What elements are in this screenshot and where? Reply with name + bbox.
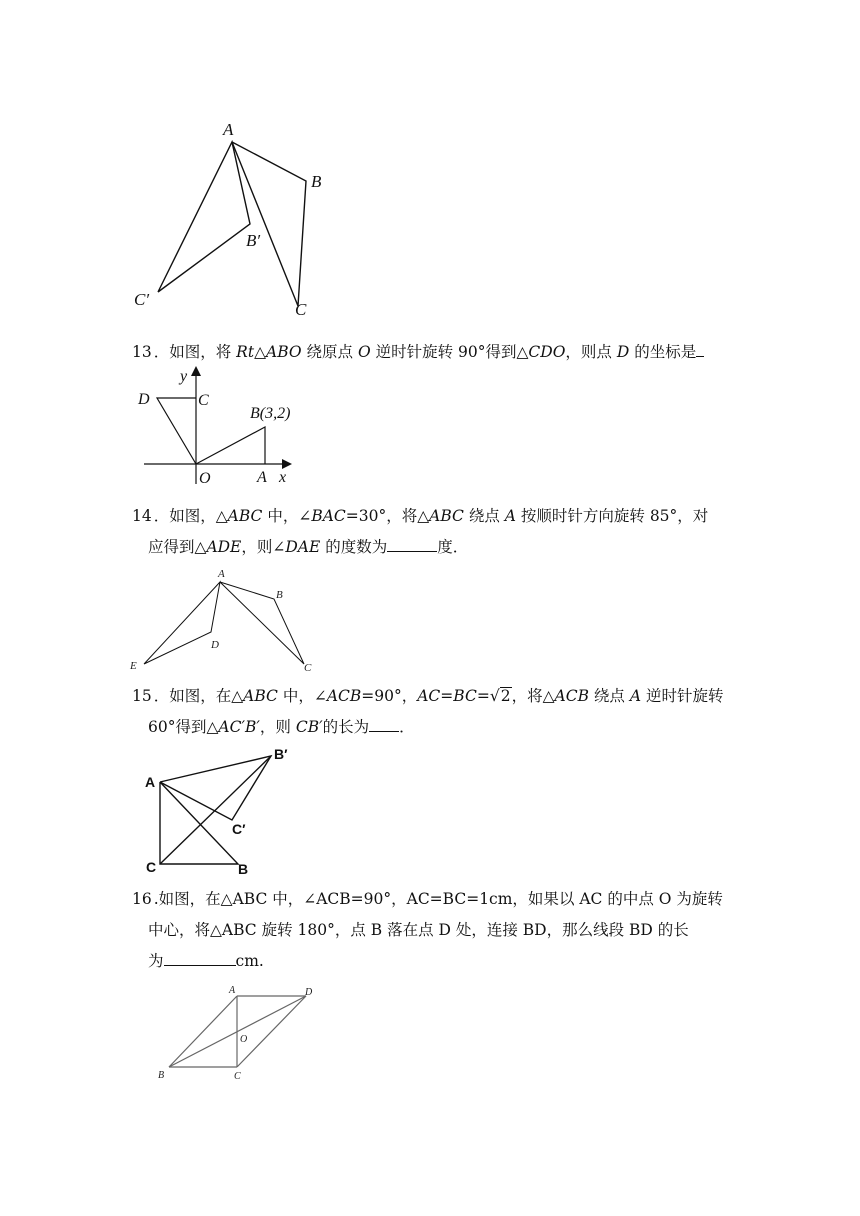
question-15 [132, 681, 732, 743]
text-italic: DAE [285, 538, 321, 556]
triangle-ade [144, 582, 220, 664]
text: ，则 [259, 718, 296, 736]
text: 60°得到△ [148, 718, 219, 736]
label-b: B [276, 589, 283, 601]
figure-parallelogram-abcd-svg [150, 982, 330, 1082]
text-italic: Rt [236, 343, 255, 361]
text: 中，∠ [277, 687, 327, 705]
triangle-ab-prime-c-prime [158, 142, 250, 292]
text-italic: ACB [554, 687, 589, 705]
question-15-line-2 [132, 712, 732, 743]
sqrt-expression [490, 681, 512, 712]
label-b-prime: B′ [246, 231, 261, 250]
figure-rotation-abc-svg [120, 110, 350, 320]
figure-coordinate-rotation-svg [130, 362, 310, 492]
text: 按顺时针方向旋转 85°，对 [515, 507, 709, 525]
text: 逆时针旋转 [641, 687, 724, 705]
text: cm. [235, 952, 264, 970]
label-b: B [158, 1070, 165, 1081]
text: ． [399, 718, 415, 736]
text: 为 [148, 952, 164, 970]
label-a: A [145, 774, 156, 790]
sqrt-radicand: 2 [500, 687, 511, 705]
text-italic: A [504, 507, 516, 525]
label-d: D [138, 391, 150, 408]
text: ，则点 [565, 343, 617, 361]
triangle-symbol: △ [417, 507, 430, 525]
label-e: E [130, 660, 137, 672]
answer-blank [387, 535, 437, 552]
label-a: A [229, 985, 236, 996]
label-d: D [211, 639, 219, 651]
text: ，将△ [511, 687, 555, 705]
text-italic: ABC [227, 507, 263, 525]
triangle-symbol: △ [194, 538, 207, 556]
answer-blank [164, 949, 236, 966]
text-italic: BC [453, 687, 477, 705]
figure-coordinate-rotation [130, 362, 310, 492]
text: 的坐标是 [629, 343, 697, 361]
text-italic: ABC [429, 507, 464, 525]
text: = [476, 687, 490, 705]
label-c: C [146, 859, 157, 875]
label-d: D [305, 987, 313, 998]
text: ，则∠ [241, 538, 286, 556]
text: =90°， [361, 687, 418, 705]
question-16-line-3 [132, 946, 732, 977]
text-italic: ABC [243, 687, 278, 705]
question-15-line-1 [132, 681, 732, 712]
text: 中，∠ [262, 507, 312, 525]
label-b-prime: B′ [274, 746, 288, 762]
segment-ab [169, 996, 237, 1067]
text: ．如图，将 [153, 343, 237, 361]
figure-rotation-ade [126, 568, 326, 674]
label-c: C [304, 662, 312, 674]
text-italic: D [616, 343, 630, 361]
label-o: O [199, 470, 211, 487]
label-b: B [311, 172, 322, 191]
label-c: C [234, 1071, 241, 1082]
triangle-cdo [157, 398, 196, 464]
text: 中心，将△ABC 旋转 180°，点 B 落在点 D 处，连接 BD，那么线段 BD 的长 [148, 921, 689, 939]
text: 的长为 [322, 718, 370, 736]
text: 度． [437, 538, 469, 556]
question-14 [132, 501, 732, 563]
text: 绕原点 [301, 343, 358, 361]
label-c: C [295, 300, 307, 319]
text: 的度数为 [320, 538, 388, 556]
x-axis-arrow [282, 459, 292, 469]
y-axis-arrow [191, 366, 201, 376]
question-number: 14 [132, 507, 152, 525]
text: 绕点 [588, 687, 630, 705]
label-c-prime: C′ [232, 821, 246, 837]
text: 绕点 [463, 507, 505, 525]
label-c: C [198, 392, 209, 409]
label-y: y [180, 368, 188, 385]
question-14-line-2 [132, 532, 732, 563]
triangle-abc [232, 142, 306, 306]
text-italic: ABO [266, 343, 302, 361]
text: ．如图， [153, 507, 216, 525]
question-16 [132, 884, 732, 977]
label-a: A [223, 120, 234, 139]
question-number: 16 [132, 890, 152, 908]
question-16-line-2 [132, 915, 732, 946]
answer-blank [696, 340, 704, 357]
text-italic: ADE [206, 538, 242, 556]
text-italic: ACB [326, 687, 362, 705]
text: ．如图，在△ [153, 687, 244, 705]
label-x: x [279, 469, 287, 486]
figure-rotation-acb-svg [140, 744, 300, 878]
text-italic: O [357, 343, 371, 361]
text-italic: A [629, 687, 642, 705]
text-italic: CDO [528, 343, 566, 361]
question-number: 15 [132, 687, 152, 705]
triangle-abo [196, 427, 265, 464]
label-a: A [257, 469, 267, 486]
figure-parallelogram-abcd [150, 982, 330, 1082]
text: =30°，将 [345, 507, 418, 525]
sqrt-symbol: √ [489, 687, 500, 705]
text: 应得到 [148, 538, 195, 556]
triangle-symbol: △ [254, 343, 266, 361]
text-italic: CB′ [295, 718, 323, 736]
label-c-prime: C′ [134, 290, 150, 309]
triangle-symbol: △ [215, 507, 228, 525]
segment-cb-prime [160, 756, 271, 864]
question-number: 13 [132, 343, 152, 361]
text-italic: AC′B′ [218, 718, 260, 736]
question-14-line-1 [132, 501, 732, 532]
label-a: A [218, 568, 225, 580]
label-b: B(3,2) [250, 405, 291, 422]
figure-rotation-acb [140, 744, 300, 878]
figure-rotation-ade-svg [126, 568, 326, 674]
answer-blank [369, 715, 399, 732]
text: .如图，在△ABC 中，∠ACB=90°，AC=BC=1cm，如果以 AC 的中点 O 为旋转 [153, 890, 723, 908]
figure-rotation-abc [120, 110, 350, 320]
text: = [440, 687, 454, 705]
segment-cd [237, 996, 306, 1067]
text: 逆时针旋转 90°得到 [370, 343, 517, 361]
label-o: O [240, 1034, 248, 1045]
text-italic: AC [417, 687, 441, 705]
question-16-line-1 [132, 884, 732, 915]
triangle-symbol: △ [516, 343, 529, 361]
text-italic: BAC [311, 507, 346, 525]
label-b: B [238, 861, 249, 877]
triangle-abc [220, 582, 304, 664]
